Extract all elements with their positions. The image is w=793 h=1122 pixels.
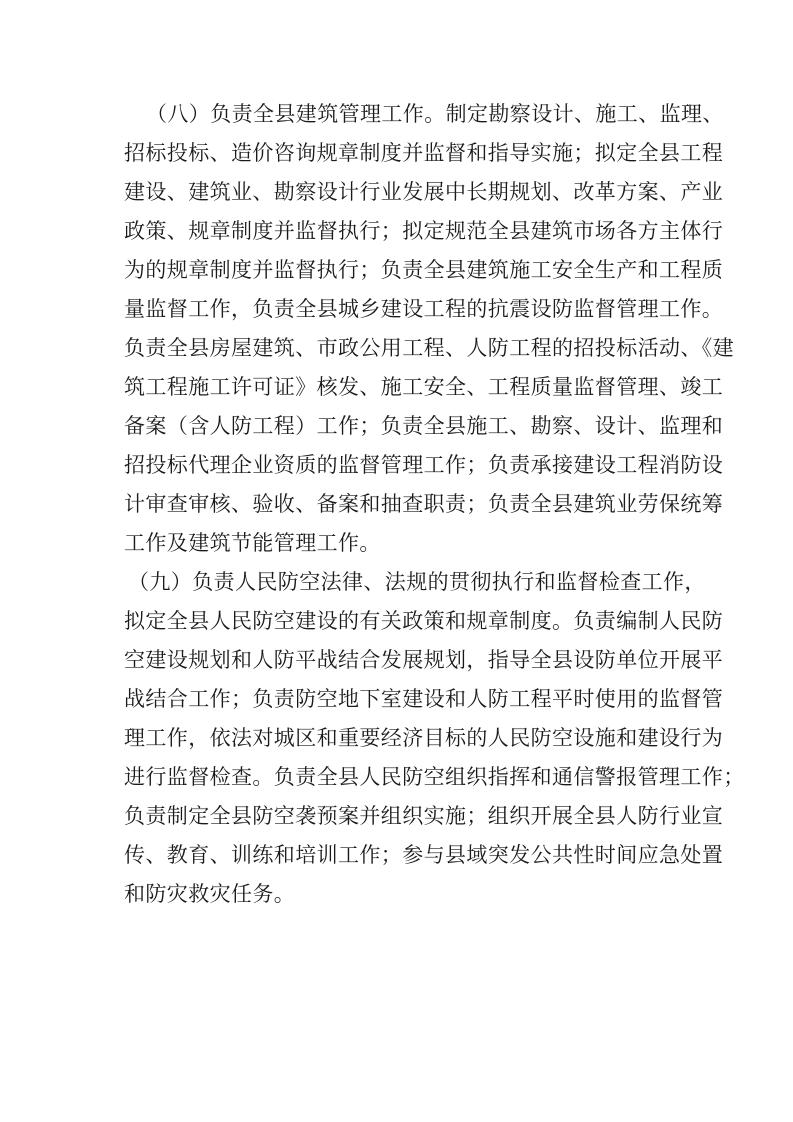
paragraph-line: 空建设规划和人防平战结合发展规划，指导全县设防单位开展平 xyxy=(124,648,724,672)
paragraph-line: 拟定全县人民防空建设的有关政策和规章制度。负责编制人民防 xyxy=(124,609,724,633)
paragraph-line: 政策、规章制度并监督执行；拟定规范全县建筑市场各方主体行 xyxy=(124,219,724,243)
paragraph-line: 传、教育、训练和培训工作；参与县域突发公共性时间应急处置 xyxy=(124,843,724,867)
paragraph-line: 和防灾救灾任务。 xyxy=(124,882,296,906)
paragraph-line: 筑工程施工许可证》核发、施工安全、工程质量监督管理、竣工 xyxy=(124,375,724,399)
paragraph-line: 备案（含人防工程）工作；负责全县施工、勘察、设计、监理和 xyxy=(124,414,724,438)
paragraph-line: 工作及建筑节能管理工作。 xyxy=(124,531,381,555)
paragraph-line: 计审查审核、验收、备案和抽查职责；负责全县建筑业劳保统筹 xyxy=(124,492,724,516)
paragraph-line: 战结合工作；负责防空地下室建设和人防工程平时使用的监督管 xyxy=(124,687,724,711)
paragraph-line: 理工作，依法对城区和重要经济目标的人民防空设施和建设行为 xyxy=(124,726,724,750)
paragraph-line: 进行监督检查。负责全县人民防空组织指挥和通信警报管理工作； xyxy=(124,765,745,789)
paragraph-line: 招标投标、造价咨询规章制度并监督和指导实施；拟定全县工程 xyxy=(124,141,724,165)
paragraph-line: 负责制定全县防空袭预案并组织实施；组织开展全县人防行业宣 xyxy=(124,804,724,828)
paragraph-line: 为的规章制度并监督执行；负责全县建筑施工安全生产和工程质 xyxy=(124,258,724,282)
paragraph-line: 负责全县房屋建筑、市政公用工程、人防工程的招投标活动、《建 xyxy=(124,336,735,360)
paragraph-line: （九）负责人民防空法律、法规的贯彻执行和监督检查工作， xyxy=(128,570,706,594)
paragraph-line: （八）负责全县建筑管理工作。制定勘察设计、施工、监理、 xyxy=(146,102,724,126)
paragraph-line: 建设、建筑业、勘察设计行业发展中长期规划、改革方案、产业 xyxy=(124,180,724,204)
paragraph-line: 量监督工作，负责全县城乡建设工程的抗震设防监督管理工作。 xyxy=(124,297,724,321)
paragraph-line: 招投标代理企业资质的监督管理工作；负责承接建设工程消防设 xyxy=(124,453,724,477)
